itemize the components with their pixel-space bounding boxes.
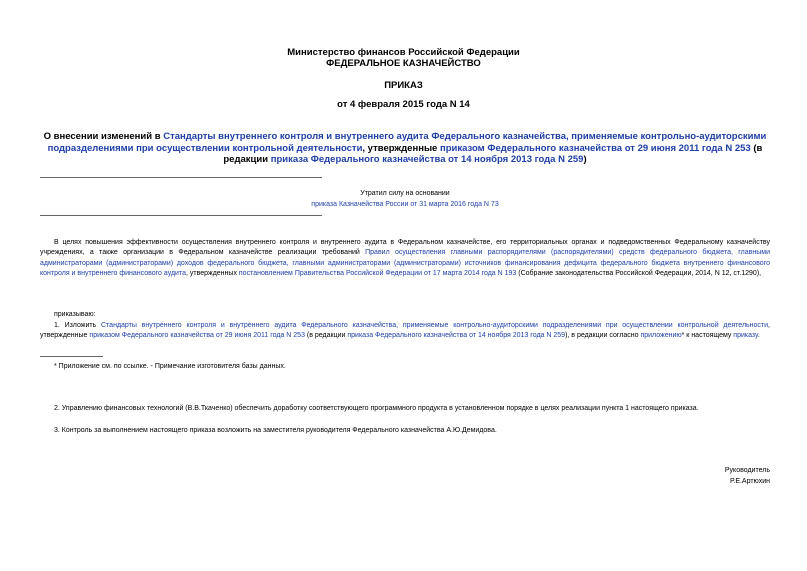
signature-name: Р.Е.Артюхин: [730, 478, 770, 485]
preamble-link-resolution[interactable]: постановлением Правительства Российской Федерации от 17 марта 2014 года N 193: [238, 270, 517, 278]
item-1-link-appendix[interactable]: приложению: [640, 332, 682, 340]
preamble-link-rules[interactable]: Правил осуществления главными распорядителями (распорядителями) средств федерального бюджета, главными администраторами (администраторами) доходов федерального бюджета, главными администраторами (администраторами) источников финансирования дефицита федерального бюджета внутреннего финансового контроля и внутреннего финансового аудита: [40, 249, 770, 278]
footnote-divider: [40, 356, 103, 357]
ministry-name: Министерство финансов Российской Федерации: [287, 47, 520, 58]
footnote: * Приложение см. по ссылке. - Примечание изготовителя базы данных.: [54, 363, 286, 370]
item-3-paragraph: 3. Контроль за выполнением настоящего приказа возложить на заместителя руководителя Федерального казначейства А.Ю.Демидова.: [54, 427, 497, 434]
item-1-link-order-253[interactable]: приказом Федерального казначейства от 29 июня 2011 года N 253: [89, 332, 305, 340]
item-2-paragraph: 2. Управлению финансовых технологий (В.В.Ткаченко) обеспечить доработку соответствующего программного продукта в установленном порядке в целях реализации пункта 1 настоящего приказа.: [54, 405, 699, 412]
lost-force-note: [300, 199, 510, 210]
item-1-text: * к настоящему: [681, 332, 734, 340]
order-word: приказываю:: [54, 311, 96, 318]
item-1-link-standards[interactable]: Стандарты внутреннего контроля и внутреннего аудита Федерального казначейства, применяемые контрольно-аудиторскими подразделениями при осуществлении контрольной деятельности: [101, 322, 769, 329]
lost-force-label: Утратил силу на основании: [360, 190, 450, 197]
agency-name: ФЕДЕРАЛЬНОЕ КАЗНАЧЕЙСТВО: [326, 58, 481, 69]
item-1-text: (в редакции: [304, 332, 348, 340]
title-link-order-259[interactable]: приказа Федерального казначейства от 14 ноября 2013 года N 259: [270, 154, 584, 166]
item-1-paragraph: [40, 321, 770, 342]
divider-top: [40, 177, 322, 178]
title-link-standards[interactable]: Стандарты внутреннего контроля и внутреннего аудита Федерального казначейства, применяемые контрольно-аудиторскими подразделениями при осуществлении контрольной деятельности: [47, 131, 767, 154]
item-1-text: , утвержденные: [40, 322, 770, 340]
item-1-link-order[interactable]: приказу: [733, 332, 758, 340]
title-text: ): [583, 154, 587, 166]
preamble-text: В целях повышения эффективности осуществления внутреннего контроля и внутреннего аудита в Федеральном казначействе, его территориальных органах и подведомственных Федеральному казначейству учреждениях, а также организации в Федеральном казначействе реализации требований: [40, 239, 770, 257]
document-type: ПРИКАЗ: [384, 80, 423, 91]
lost-force-link[interactable]: приказа Казначейства России от 31 марта 2016 года N 73: [311, 201, 499, 208]
document-date-number: от 4 февраля 2015 года N 14: [337, 99, 470, 110]
title-text: (в редакции: [223, 142, 763, 166]
signature-position: Руководитель: [724, 467, 770, 474]
title-text: О внесении изменений в: [43, 131, 164, 142]
document-title: [40, 131, 770, 166]
preamble-paragraph: [40, 238, 770, 280]
title-link-order-253[interactable]: приказом Федерального казначейства от 29 июня 2011 года N 253: [439, 142, 751, 154]
item-1-text: .: [757, 332, 760, 340]
item-1-text: 1. Изложить: [54, 322, 101, 329]
preamble-text: (Собрание законодательства Российской Федерации, 2014, N 12, ст.1290),: [516, 270, 762, 278]
item-1-link-order-259[interactable]: приказа Федерального казначейства от 14 ноября 2013 года N 259: [347, 332, 566, 340]
preamble-text: , утвержденных: [186, 270, 239, 278]
item-1-text: ), в редакции согласно: [565, 332, 641, 340]
title-text: , утвержденные: [362, 142, 440, 154]
divider-bottom: [40, 215, 322, 216]
